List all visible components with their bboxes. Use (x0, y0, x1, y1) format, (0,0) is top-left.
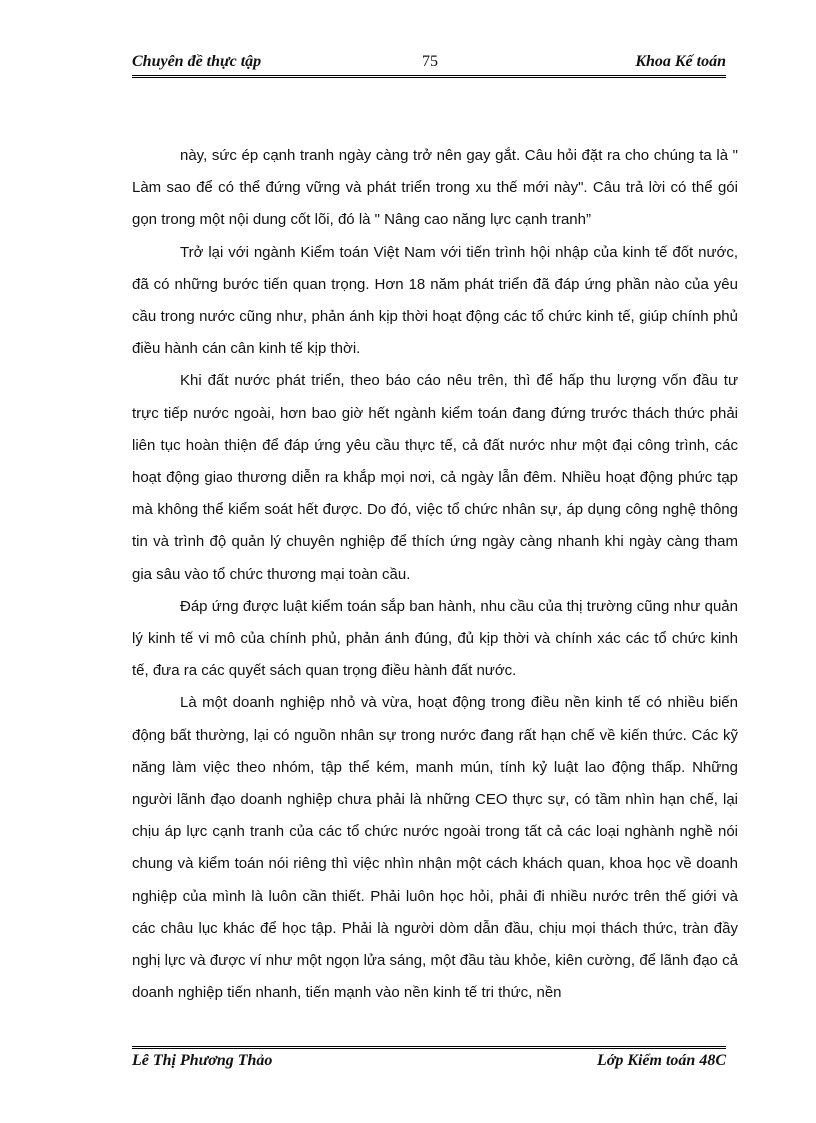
footer-author: Lê Thị Phương Thảo (132, 1052, 273, 1069)
paragraph-2: Trở lại với ngành Kiểm toán Việt Nam với tiến trình hội nhập của kinh tế đốt nước, đã có những bước tiến quan trọng. Hơn 18 năm phát triển đã đáp ứng phần nào của yêu cầu trong nước cũng như, phản ánh kịp thời hoạt động các tổ chức kinh tế, giúp chính phủ điều hành cán cân kinh tế kịp thời. (132, 243, 738, 358)
header-title: Chuyên đề thực tập (132, 53, 262, 70)
header-department: Khoa Kế toán (635, 53, 726, 70)
footer-class: Lớp Kiểm toán 48C (596, 1052, 726, 1069)
body-text (132, 140, 738, 1009)
footer-rule (132, 1046, 726, 1049)
page-footer (132, 1052, 726, 1076)
paragraph-5: Là một doanh nghiệp nhỏ và vừa, hoạt động trong điều nền kinh tế có nhiều biến động bất thường, lại có nguồn nhân sự trong nước đang rất hạn chế về kiến thức. Các kỹ năng làm việc theo nhóm, tập thể kém, manh mún, tính kỷ luật lao động thấp. Những người lãnh đạo doanh nghiệp chưa phải là những CEO thực sự, có tầm nhìn hạn chế, lại chịu áp lực cạnh tranh của các tổ chức nước ngoài trong tất cả các loại nghành nghề nói chung và kiểm toán nói riêng thì việc nhìn nhận một cách khách quan, khoa học về doanh nghiệp của mình là luôn cần thiết. Phải luôn học hỏi, phải đi nhiều nước trên thế giới và các châu lục khác để học tập. Phải là người dòm dẫn đầu, chịu mọi thách thức, tràn đầy nghị lực và được ví như một ngọn lửa sáng, một đầu tàu khỏe, kiên cường, để lãnh đạo cả doanh nghiệp tiến nhanh, tiến mạnh vào nền kinh tế tri thức, nền (132, 694, 738, 1002)
paragraph-4: Đáp ứng được luật kiểm toán sắp ban hành, nhu cầu của thị trường cũng như quản lý kinh tế vi mô của chính phủ, phản ánh đúng, đủ kịp thời và chính xác các tổ chức kinh tế, đưa ra các quyết sách quan trọng điều hành đất nước. (132, 597, 738, 680)
page-header (132, 50, 726, 74)
paragraph-1: này, sức ép cạnh tranh ngày càng trở nên gay gắt. Câu hỏi đặt ra cho chúng ta là " Làm sao để có thể đứng vững và phát triển trong xu thế mới này". Câu trả lời có thể gói gọn trong một nội dung cốt lõi, đó là " Nâng cao năng lực cạnh tranh” (132, 147, 738, 229)
paragraph-3: Khi đất nước phát triển, theo báo cáo nêu trên, thì để hấp thu lượng vốn đầu tư trực tiếp nước ngoài, hơn bao giờ hết ngành kiểm toán đang đứng trước thách thức phải liên tục hoàn thiện để đáp ứng yêu cầu thực tế, cả đất nước như một đại công trình, các hoạt động giao thương diễn ra khắp mọi nơi, cả ngày lẫn đêm. Nhiều hoạt động phức tạp mà không thể kiểm soát hết được. Do đó, việc tổ chức nhân sự, áp dụng công nghệ thông tin và trình độ quản lý chuyên nghiệp để thích ứng ngày càng nhanh khi ngày càng tham gia sâu vào tổ chức thương mại toàn cầu. (132, 372, 738, 583)
header-rule (132, 75, 726, 78)
page-number: 75 (422, 53, 438, 70)
